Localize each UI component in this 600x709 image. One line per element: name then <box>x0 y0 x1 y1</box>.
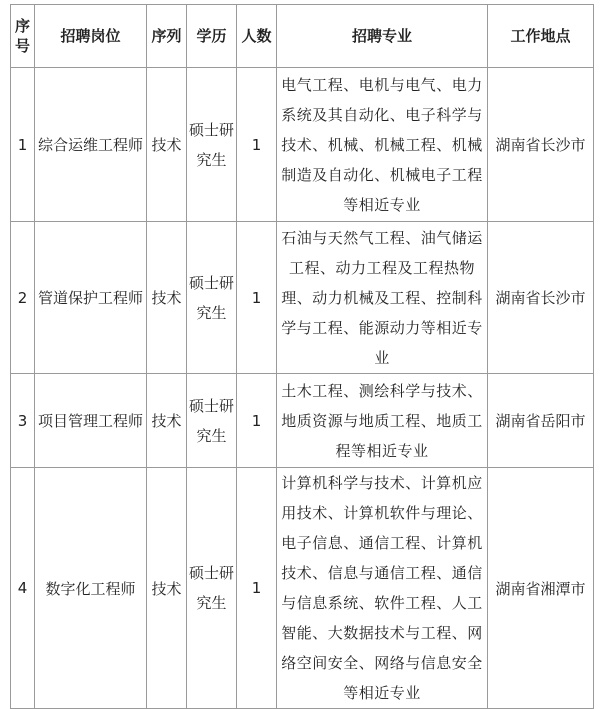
cell-sequence: 技术 <box>147 468 187 709</box>
cell-position: 综合运维工程师 <box>35 68 147 222</box>
header-education: 学历 <box>187 5 237 68</box>
cell-count: 1 <box>237 374 277 468</box>
header-position: 招聘岗位 <box>35 5 147 68</box>
table-row <box>11 374 594 468</box>
header-sequence: 序列 <box>147 5 187 68</box>
cell-education: 硕士研究生 <box>187 374 237 468</box>
cell-sequence: 技术 <box>147 374 187 468</box>
cell-location: 湖南省长沙市 <box>488 222 594 374</box>
header-location: 工作地点 <box>488 5 594 68</box>
header-no: 序号 <box>11 5 35 68</box>
cell-count: 1 <box>237 68 277 222</box>
table-row <box>11 222 594 374</box>
cell-location: 湖南省岳阳市 <box>488 374 594 468</box>
cell-no: 4 <box>11 468 35 709</box>
cell-count: 1 <box>237 468 277 709</box>
cell-major: 石油与天然气工程、油气储运工程、动力工程及工程热物理、动力机械及工程、控制科学与工程、能源动力等相近专业 <box>277 222 488 374</box>
cell-no: 3 <box>11 374 35 468</box>
cell-education: 硕士研究生 <box>187 68 237 222</box>
cell-education: 硕士研究生 <box>187 222 237 374</box>
header-count: 人数 <box>237 5 277 68</box>
cell-sequence: 技术 <box>147 68 187 222</box>
cell-position: 数字化工程师 <box>35 468 147 709</box>
cell-location: 湖南省长沙市 <box>488 68 594 222</box>
table-header-row <box>11 5 594 68</box>
header-major: 招聘专业 <box>277 5 488 68</box>
cell-position: 项目管理工程师 <box>35 374 147 468</box>
cell-no: 1 <box>11 68 35 222</box>
cell-sequence: 技术 <box>147 222 187 374</box>
recruitment-table <box>10 4 594 709</box>
cell-major: 计算机科学与技术、计算机应用技术、计算机软件与理论、电子信息、通信工程、计算机技术、信息与通信工程、通信与信息系统、软件工程、人工智能、大数据技术与工程、网络空间安全、网络与信息安全等相近专业 <box>277 468 488 709</box>
table-row <box>11 468 594 709</box>
cell-position: 管道保护工程师 <box>35 222 147 374</box>
cell-major: 土木工程、测绘科学与技术、地质资源与地质工程、地质工程等相近专业 <box>277 374 488 468</box>
table-row <box>11 68 594 222</box>
cell-location: 湖南省湘潭市 <box>488 468 594 709</box>
cell-education: 硕士研究生 <box>187 468 237 709</box>
cell-major: 电气工程、电机与电气、电力系统及其自动化、电子科学与技术、机械、机械工程、机械制造及自动化、机械电子工程等相近专业 <box>277 68 488 222</box>
cell-count: 1 <box>237 222 277 374</box>
cell-no: 2 <box>11 222 35 374</box>
